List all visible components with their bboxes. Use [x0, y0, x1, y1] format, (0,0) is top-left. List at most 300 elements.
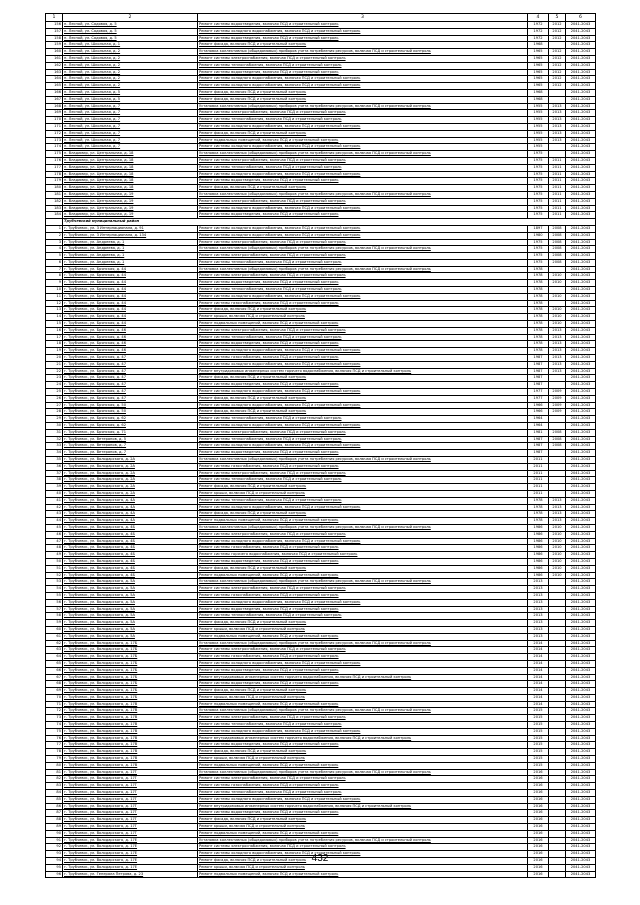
table-row	[46, 191, 596, 198]
row-number-cell: 51	[46, 565, 63, 572]
row-number-cell: 35	[46, 457, 63, 464]
period-cell: 2041-2043	[566, 762, 596, 769]
table-row	[46, 538, 596, 545]
survey-year-cell	[549, 674, 566, 681]
survey-year-cell	[549, 287, 566, 294]
address-cell: г. Трубчевск, ул. Володарского, д. 4Б	[63, 565, 198, 572]
year-cell: 1975	[528, 198, 549, 205]
work-type-cell: Ремонт фасада, включая ПСД и строительный контроль	[198, 858, 528, 865]
period-cell: 2041-2043	[566, 382, 596, 389]
table-row	[46, 776, 596, 783]
table-row	[46, 423, 596, 430]
work-type-cell: Ремонт системы холодного водоснабжения, включая ПСД и строительный контроль	[198, 389, 528, 396]
table-row	[46, 701, 596, 708]
year-cell: 2016	[528, 776, 549, 783]
survey-year-cell: 2013	[549, 348, 566, 355]
survey-year-cell: 2013	[549, 518, 566, 525]
survey-year-cell	[549, 837, 566, 844]
survey-year-cell	[549, 864, 566, 871]
table-row	[46, 123, 596, 130]
survey-year-cell: 2008	[549, 259, 566, 266]
survey-year-cell	[549, 490, 566, 497]
row-number-cell: 69	[46, 688, 63, 695]
row-number-cell: 173	[46, 137, 63, 144]
work-type-cell: Ремонт системы газоснабжения, включая ПСД и строительный контроль	[198, 783, 528, 790]
row-number-cell: 167	[46, 96, 63, 103]
row-number-cell: 73	[46, 715, 63, 722]
table-row	[46, 613, 596, 620]
year-cell: 1975	[528, 246, 549, 253]
address-cell: г. Трубчевск, ул. Володарского, д. 17Б	[63, 667, 198, 674]
year-cell: 2014	[528, 660, 549, 667]
period-cell: 2041-2043	[566, 457, 596, 464]
year-cell: 1972	[528, 35, 549, 42]
table-row	[46, 35, 596, 42]
row-number-cell: 159	[46, 42, 63, 49]
table-row	[46, 178, 596, 185]
row-number-cell: 168	[46, 103, 63, 110]
address-cell: г. Трубчевск, ул. Володарского, д. 17Г	[63, 796, 198, 803]
table-row	[46, 117, 596, 124]
row-number-cell: 77	[46, 742, 63, 749]
year-cell: 1965	[528, 55, 549, 62]
table-row	[46, 694, 596, 701]
year-cell: 2015	[528, 728, 549, 735]
period-cell: 2041-2043	[566, 626, 596, 633]
work-type-cell: Ремонт фасада, включая ПСД и строительный контроль	[198, 484, 528, 491]
address-cell: г. Трубчевск, ул. Ветеранов, д. 5	[63, 436, 198, 443]
work-type-cell: Установка коллективных (общедомовых) приборов учета потребления ресурсов, включая ПСД и строительный контроль	[198, 769, 528, 776]
period-cell: 2041-2043	[566, 728, 596, 735]
row-number-cell: 92	[46, 844, 63, 851]
period-cell: 2041-2043	[566, 830, 596, 837]
survey-year-cell	[549, 151, 566, 158]
work-type-cell: Ремонт системы теплоснабжения, включая ПСД и строительный контроль	[198, 287, 528, 294]
period-cell: 2041-2043	[566, 844, 596, 851]
period-cell: 2041-2043	[566, 280, 596, 287]
row-number-cell: 19	[46, 348, 63, 355]
period-cell: 2041-2043	[566, 497, 596, 504]
period-cell: 2041-2043	[566, 321, 596, 328]
period-cell: 2041-2043	[566, 667, 596, 674]
period-cell: 2041-2043	[566, 151, 596, 158]
address-cell: г. Трубчевск, ул. Брянская, д. 46	[63, 334, 198, 341]
table-row	[46, 647, 596, 654]
year-cell: 1986	[528, 565, 549, 572]
period-cell: 2041-2043	[566, 117, 596, 124]
survey-year-cell	[549, 579, 566, 586]
table-row	[46, 728, 596, 735]
survey-year-cell: 2011	[549, 178, 566, 185]
address-cell: п. Лесной, ул. Школьная, д. 5	[63, 96, 198, 103]
table-row	[46, 606, 596, 613]
year-cell: 1968	[528, 42, 549, 49]
row-number-cell: 12	[46, 300, 63, 307]
survey-year-cell: 2013	[549, 368, 566, 375]
address-cell: г. Трубчевск, ул. Володарского, д. 2А	[63, 457, 198, 464]
year-cell: 1980	[528, 232, 549, 239]
survey-year-cell	[549, 667, 566, 674]
survey-year-cell: 2009	[549, 402, 566, 409]
table-row	[46, 110, 596, 117]
table-row	[46, 375, 596, 382]
table-row	[46, 205, 596, 212]
period-cell: 2041-2043	[566, 484, 596, 491]
work-type-cell: Ремонт внутридомовых инженерных систем горячего водоснабжения, включая ПСД и строительный контроль	[198, 735, 528, 742]
table-row	[46, 620, 596, 627]
row-number-cell: 10	[46, 287, 63, 294]
year-cell: 2016	[528, 817, 549, 824]
survey-year-cell	[549, 681, 566, 688]
page-number: 432	[311, 853, 329, 864]
work-type-cell: Ремонт системы холодного водоснабжения, включая ПСД и строительный контроль	[198, 232, 528, 239]
period-cell: 2041-2043	[566, 837, 596, 844]
row-number-cell: 45	[46, 524, 63, 531]
work-type-cell: Ремонт системы водоотведения, включая ПСД и строительный контроль	[198, 606, 528, 613]
period-cell: 2041-2043	[566, 375, 596, 382]
work-type-cell: Ремонт системы газоснабжения, включая ПСД и строительный контроль	[198, 463, 528, 470]
row-number-cell: 162	[46, 62, 63, 69]
table-row	[46, 334, 596, 341]
year-cell: 1987	[528, 368, 549, 375]
year-cell: 1987	[528, 436, 549, 443]
address-cell: г. Трубчевск, ул. Володарского, д. 5А	[63, 606, 198, 613]
year-cell: 2014	[528, 667, 549, 674]
address-cell: п. Владимир, ул. Центральная, д. 18	[63, 164, 198, 171]
work-type-cell: Ремонт системы электроснабжения, включая ПСД и строительный контроль	[198, 110, 528, 117]
survey-year-cell: 2010	[549, 321, 566, 328]
survey-year-cell	[549, 701, 566, 708]
work-type-cell: Ремонт системы теплоснабжения, включая ПСД и строительный контроль	[198, 497, 528, 504]
table-row	[46, 722, 596, 729]
table-row	[46, 96, 596, 103]
work-type-cell: Ремонт системы газоснабжения, включая ПСД и строительный контроль	[198, 654, 528, 661]
work-type-cell: Ремонт системы электроснабжения, включая ПСД и строительный контроль	[198, 531, 528, 538]
survey-year-cell	[549, 708, 566, 715]
address-cell: г. Трубчевск, ул. Володарского, д. 17В	[63, 722, 198, 729]
survey-year-cell: 2011	[549, 205, 566, 212]
row-number-cell: 75	[46, 728, 63, 735]
address-cell: г. Трубчевск, ул. Брянская, д. 50	[63, 402, 198, 409]
header-row	[46, 14, 596, 22]
work-type-cell: Установка коллективных (общедомовых) приборов учета потребления ресурсов, включая ПСД и строительный контроль	[198, 837, 528, 844]
header-cell: 4	[528, 14, 549, 22]
table-row	[46, 83, 596, 90]
survey-year-cell: 2010	[549, 545, 566, 552]
row-number-cell: 27	[46, 402, 63, 409]
address-cell: г. Трубчевск, ул. Володарского, д. 17В	[63, 742, 198, 749]
year-cell: 1975	[528, 178, 549, 185]
row-number-cell: 163	[46, 69, 63, 76]
table-row	[46, 871, 596, 878]
row-number-cell: 20	[46, 355, 63, 362]
work-type-cell: Ремонт системы холодного водоснабжения, включая ПСД и строительный контроль	[198, 728, 528, 735]
survey-year-cell: 2013	[549, 341, 566, 348]
row-number-cell: 6	[46, 259, 63, 266]
row-number-cell: 56	[46, 599, 63, 606]
row-number-cell: 174	[46, 144, 63, 151]
table-row	[46, 232, 596, 239]
table-row	[46, 565, 596, 572]
year-cell: 2016	[528, 830, 549, 837]
year-cell: 2013	[528, 599, 549, 606]
year-cell: 1968	[528, 89, 549, 96]
period-cell: 2041-2043	[566, 674, 596, 681]
survey-year-cell: 2013	[549, 504, 566, 511]
table-row	[46, 273, 596, 280]
period-cell: 2041-2043	[566, 89, 596, 96]
row-number-cell: 157	[46, 28, 63, 35]
period-cell: 2041-2043	[566, 640, 596, 647]
work-type-cell: Ремонт системы электроснабжения, включая ПСД и строительный контроль	[198, 327, 528, 334]
year-cell: 2015	[528, 708, 549, 715]
table-body	[46, 14, 596, 878]
address-cell: г. Трубчевск, ул. Андреева, д. 1	[63, 253, 198, 260]
table-row	[46, 824, 596, 831]
row-number-cell: 9	[46, 280, 63, 287]
work-type-cell: Ремонт системы холодного водоснабжения, включая ПСД и строительный контроль	[198, 171, 528, 178]
address-cell: г. Трубчевск, ул. Володарского, д. 17Г	[63, 790, 198, 797]
address-cell: г. Трубчевск, ул. Володарского, д. 2А	[63, 490, 198, 497]
address-cell: г. Трубчевск, ул. Володарского, д. 4А	[63, 504, 198, 511]
row-number-cell: 36	[46, 463, 63, 470]
table-row	[46, 239, 596, 246]
survey-year-cell: 2013	[549, 361, 566, 368]
work-type-cell: Ремонт крыши, включая ПСД и строительный контроль	[198, 694, 528, 701]
table-row	[46, 796, 596, 803]
address-cell: г. Трубчевск, ул. Володарского, д. 5А	[63, 599, 198, 606]
period-cell: 2041-2043	[566, 586, 596, 593]
survey-year-cell: 2008	[549, 429, 566, 436]
row-number-cell: 53	[46, 579, 63, 586]
table-row	[46, 321, 596, 328]
address-cell: г. Трубчевск, ул. Брянская, д. 44	[63, 273, 198, 280]
survey-year-cell: 2013	[549, 110, 566, 117]
address-cell: г. Трубчевск, ул. Брянская, д. 47	[63, 361, 198, 368]
period-cell: 2041-2043	[566, 83, 596, 90]
period-cell: 2041-2043	[566, 749, 596, 756]
table-row	[46, 633, 596, 640]
survey-year-cell	[549, 756, 566, 763]
survey-year-cell	[549, 694, 566, 701]
period-cell: 2041-2043	[566, 504, 596, 511]
work-type-cell: Ремонт системы холодного водоснабжения, включая ПСД и строительный контроль	[198, 205, 528, 212]
address-cell: г. Трубчевск, ул. Брянская, д. 44	[63, 266, 198, 273]
year-cell: 1977	[528, 389, 549, 396]
period-cell: 2041-2043	[566, 212, 596, 219]
row-number-cell: 87	[46, 810, 63, 817]
year-cell: 1975	[528, 259, 549, 266]
table-row	[46, 327, 596, 334]
row-number-cell: 4	[46, 246, 63, 253]
work-type-cell: Ремонт системы холодного водоснабжения, включая ПСД и строительный контроль	[198, 504, 528, 511]
address-cell: г. Трубчевск, ул. Володарского, д. 17Б	[63, 681, 198, 688]
survey-year-cell	[549, 735, 566, 742]
table-row	[46, 681, 596, 688]
period-cell: 2041-2043	[566, 443, 596, 450]
address-cell: г. Трубчевск, ул. Брянская, д. 44	[63, 314, 198, 321]
period-cell: 2041-2043	[566, 708, 596, 715]
work-type-cell: Установка коллективных (общедомовых) приборов учета потребления ресурсов, включая ПСД и строительный контроль	[198, 708, 528, 715]
year-cell: 1986	[528, 545, 549, 552]
year-cell: 1978	[528, 307, 549, 314]
year-cell: 1897	[528, 225, 549, 232]
address-cell: г. Трубчевск, ул. Володарского, д. 4Б	[63, 538, 198, 545]
period-cell: 2041-2043	[566, 701, 596, 708]
survey-year-cell	[549, 871, 566, 878]
address-cell: г. Трубчевск, ул. Володарского, д. 4А	[63, 518, 198, 525]
work-type-cell: Ремонт внутридомовых инженерных систем горячего водоснабжения, включая ПСД и строительный контроль	[198, 803, 528, 810]
address-cell: п. Лесной, ул. Школьная, д. 7	[63, 130, 198, 137]
work-type-cell: Ремонт системы электроснабжения, включая ПСД и строительный контроль	[198, 239, 528, 246]
survey-year-cell: 2008	[549, 436, 566, 443]
work-type-cell: Ремонт фасада, включая ПСД и строительный контроль	[198, 96, 528, 103]
work-type-cell: Ремонт системы холодного водоснабжения, включая ПСД и строительный контроль	[198, 660, 528, 667]
year-cell: 1986	[528, 524, 549, 531]
work-type-cell: Ремонт крыши, включая ПСД и строительный контроль	[198, 626, 528, 633]
survey-year-cell	[549, 660, 566, 667]
period-cell: 2041-2043	[566, 389, 596, 396]
survey-year-cell	[549, 606, 566, 613]
address-cell: г. Трубчевск, ул. Володарского, д. 17В	[63, 762, 198, 769]
address-cell: п. Владимир, ул. Центральная, д. 19	[63, 198, 198, 205]
survey-year-cell	[549, 620, 566, 627]
address-cell: г. Трубчевск, ул. Володарского, д. 17В	[63, 708, 198, 715]
period-cell: 2041-2043	[566, 606, 596, 613]
work-type-cell: Ремонт системы газоснабжения, включая ПСД и строительный контроль	[198, 300, 528, 307]
work-type-cell: Ремонт системы водоотведения, включая ПСД и строительный контроль	[198, 341, 528, 348]
row-number-cell: 17	[46, 334, 63, 341]
work-type-cell: Ремонт системы теплоснабжения, включая ПСД и строительный контроль	[198, 477, 528, 484]
period-cell: 2041-2043	[566, 307, 596, 314]
row-number-cell: 172	[46, 130, 63, 137]
year-cell: 1986	[528, 552, 549, 559]
period-cell: 2041-2043	[566, 681, 596, 688]
table-row	[46, 395, 596, 402]
table-row	[46, 558, 596, 565]
row-number-cell: 34	[46, 450, 63, 457]
row-number-cell: 184	[46, 212, 63, 219]
work-type-cell: Ремонт системы холодного водоснабжения, включая ПСД и строительный контроль	[198, 599, 528, 606]
row-number-cell: 33	[46, 443, 63, 450]
period-cell: 2041-2043	[566, 341, 596, 348]
period-cell: 2041-2043	[566, 803, 596, 810]
address-cell: г. Трубчевск, ул. Брянская, д. 44	[63, 293, 198, 300]
year-cell: 2013	[528, 613, 549, 620]
table-row	[46, 470, 596, 477]
table-row	[46, 790, 596, 797]
period-cell: 2041-2043	[566, 722, 596, 729]
period-cell: 2041-2043	[566, 790, 596, 797]
address-cell: г. Трубчевск, ул. Володарского, д. 5А	[63, 620, 198, 627]
row-number-cell: 41	[46, 497, 63, 504]
work-type-cell: Ремонт фасада, включая ПСД и строительный контроль	[198, 42, 528, 49]
period-cell: 2041-2043	[566, 62, 596, 69]
period-cell: 2041-2043	[566, 171, 596, 178]
year-cell: 2016	[528, 824, 549, 831]
work-type-cell: Ремонт системы холодного водоснабжения, включая ПСД и строительный контроль	[198, 76, 528, 83]
table-row	[46, 545, 596, 552]
year-cell: 1987	[528, 450, 549, 457]
address-cell: г. Трубчевск, ул. Володарского, д. 4Б	[63, 531, 198, 538]
row-number-cell: 84	[46, 790, 63, 797]
period-cell: 2041-2043	[566, 531, 596, 538]
period-cell: 2041-2043	[566, 660, 596, 667]
work-type-cell: Ремонт фасада, включая ПСД и строительный контроль	[198, 817, 528, 824]
row-number-cell: 29	[46, 416, 63, 423]
survey-year-cell: 2009	[549, 409, 566, 416]
year-cell: 1955	[528, 110, 549, 117]
table-row	[46, 293, 596, 300]
address-cell: п. Владимир, ул. Центральная, д. 18	[63, 178, 198, 185]
work-type-cell: Ремонт системы теплоснабжения, включая ПСД и строительный контроль	[198, 164, 528, 171]
work-type-cell: Ремонт системы водоотведения, включая ПСД и строительный контроль	[198, 681, 528, 688]
year-cell: 1986	[528, 538, 549, 545]
row-number-cell: 80	[46, 762, 63, 769]
table-row	[46, 382, 596, 389]
row-number-cell: 82	[46, 776, 63, 783]
address-cell: п. Лесной, ул. Садовая, д. 5	[63, 22, 198, 29]
survey-year-cell: 2013	[549, 497, 566, 504]
row-number-cell: 68	[46, 681, 63, 688]
period-cell: 2041-2043	[566, 545, 596, 552]
survey-year-cell: 2013	[549, 327, 566, 334]
address-cell: п. Владимир, ул. Центральная, д. 19	[63, 212, 198, 219]
year-cell: 1964	[528, 423, 549, 430]
table-row	[46, 572, 596, 579]
period-cell: 2041-2043	[566, 300, 596, 307]
survey-year-cell: 2010	[549, 558, 566, 565]
address-cell: п. Лесной, ул. Школьная, д. 7	[63, 110, 198, 117]
work-type-cell: Ремонт фасада, включая ПСД и строительный контроль	[198, 89, 528, 96]
period-cell: 2041-2043	[566, 327, 596, 334]
address-cell: г. Трубчевск, ул. Брянская, д. 46	[63, 348, 198, 355]
row-number-cell: 7	[46, 266, 63, 273]
table-row	[46, 307, 596, 314]
address-cell: г. Трубчевск, ул. Володарского, д. 4А	[63, 511, 198, 518]
row-number-cell: 94	[46, 858, 63, 865]
address-cell: г. Трубчевск, ул. Брянская, д. 46	[63, 341, 198, 348]
survey-year-cell	[549, 626, 566, 633]
year-cell: 2016	[528, 796, 549, 803]
year-cell: 1972	[528, 28, 549, 35]
table-row	[46, 429, 596, 436]
work-type-cell: Установка коллективных (общедомовых) приборов учета потребления ресурсов, включая ПСД и строительный контроль	[198, 103, 528, 110]
row-number-cell: 89	[46, 824, 63, 831]
survey-year-cell: 2011	[549, 191, 566, 198]
row-number-cell: 180	[46, 185, 63, 192]
row-number-cell: 47	[46, 538, 63, 545]
period-cell: 2041-2043	[566, 55, 596, 62]
table-row	[46, 416, 596, 423]
work-type-cell: Ремонт подвальных помещений, включая ПСД и строительный контроль	[198, 701, 528, 708]
year-cell: 2013	[528, 579, 549, 586]
table-row	[46, 674, 596, 681]
survey-year-cell	[549, 830, 566, 837]
work-type-cell: Ремонт системы газоснабжения, включая ПСД и строительный контроль	[198, 355, 528, 362]
table-row	[46, 450, 596, 457]
survey-year-cell	[549, 613, 566, 620]
table-row	[46, 735, 596, 742]
survey-year-cell	[549, 266, 566, 273]
table-row	[46, 259, 596, 266]
work-type-cell: Установка коллективных (общедомовых) приборов учета потребления ресурсов, включая ПСД и строительный контроль	[198, 191, 528, 198]
row-number-cell: 183	[46, 205, 63, 212]
survey-year-cell: 2012	[549, 28, 566, 35]
year-cell: 1972	[528, 22, 549, 29]
survey-year-cell	[549, 715, 566, 722]
period-cell: 2041-2043	[566, 130, 596, 137]
